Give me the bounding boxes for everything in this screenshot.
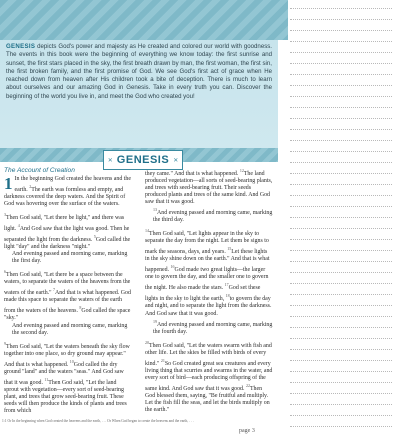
journaling-line — [290, 261, 392, 262]
section-heading: The Account of Creation — [4, 167, 75, 174]
journaling-line — [290, 129, 392, 130]
intro-body: depicts God's power and majesty as He created and colored our world with goodness. The events in this book were the beginning of everything we know today: the first sunrise and sunset, the first stars placed in the sky, the first breath drawn by man, the first woman, the first sin, the first broken family, and the first promise of God. We see God's first act of grace when He reached down from heaven after His children took a bite of deception. There is much to learn about ourselves and our amazing God in Genesis. Take in every truth you can. Discover the beginning of the world you live in, and meet the God who created you! — [6, 43, 272, 100]
journaling-line — [290, 107, 392, 108]
journaling-line — [290, 250, 392, 251]
journaling-line — [290, 173, 392, 174]
journaling-line — [290, 426, 392, 427]
journaling-line — [290, 415, 392, 416]
journaling-line — [290, 382, 392, 383]
ornament-left-icon: ✕ — [107, 157, 113, 164]
journaling-margin — [288, 0, 400, 440]
journaling-line — [290, 349, 392, 350]
journaling-line — [290, 19, 392, 20]
journaling-line — [290, 118, 392, 119]
ornament-right-icon: ✕ — [173, 157, 179, 164]
journaling-line — [290, 371, 392, 372]
journaling-line — [290, 294, 392, 295]
text-column-left — [4, 167, 132, 418]
journaling-line — [290, 360, 392, 361]
book-introduction-text — [6, 43, 272, 101]
journaling-line — [290, 41, 392, 42]
journaling-line — [290, 140, 392, 141]
journaling-line — [290, 305, 392, 306]
journaling-line — [290, 162, 392, 163]
journaling-line — [290, 283, 392, 284]
journaling-line — [290, 217, 392, 218]
journaling-line — [290, 85, 392, 86]
journaling-line — [290, 327, 392, 328]
journaling-line — [290, 74, 392, 75]
verse-paragraph: $^{14}$Then God said, "Let lights appear in the sky to separate the day from the night. Let them be signs to mark the seasons, days, and years. $^{15}$Let these lights in the sky shine down on the earth." And that is what happened. $^{16}$God made two great lights—the larger one to govern the day, and the smaller one to govern the night. He also made the stars. $^{17}$God set these lights in the sky to light the earth, $^{18}$to govern the day and night, and to separate the light from the darkness. And God saw that it was good. $^{19}$And evening passed and morning came, marking the fourth day. — [145, 228, 273, 335]
journaling-line — [290, 96, 392, 97]
journaling-line — [290, 393, 392, 394]
journaling-line — [290, 184, 392, 185]
intro-lead-word: GENESIS — [6, 43, 36, 50]
verse-paragraph: $^6$Then God said, "Let there be a space between the waters, to separate the waters of the heavens from the waters of the earth." $^7$And that is what happened. God made this space to separate the waters of the earth from the waters of the heavens. $^8$God called the space "sky." And evening passed and morning came, marking the second day. — [4, 269, 131, 336]
journaling-line — [290, 30, 392, 31]
journaling-line — [290, 239, 392, 240]
journaling-line — [290, 63, 392, 64]
book-title: GENESIS — [116, 154, 170, 166]
verse-paragraph: $^3$Then God said, "Let there be light," and there was light. $^4$And God saw that the light was good. Then he separated the light from the darkness. $^5$God called the light "day" and the darkness "night." And evening passed and morning came, marking the first day. — [4, 212, 131, 265]
journaling-line — [290, 316, 392, 317]
journaling-line — [290, 8, 392, 9]
chapter-number: 1 — [4, 174, 13, 193]
journaling-line — [290, 272, 392, 273]
journaling-line — [290, 195, 392, 196]
verse-paragraph: 1 In the beginning God created the heavens and the earth. $^2$The earth was formless and empty, and darkness covered the deep waters. And the Spirit of God was hovering over the surface of the waters. — [4, 174, 131, 208]
verse-paragraph: $^9$Then God said, "Let the waters beneath the sky flow together into one place, so dry ground may appear." And that is what happened. $^{10}$God called the dry ground "land" and the waters "seas." And God saw that it was good. $^{11}$Then God said, "Let the land sprout with vegetation—every sort of seed-bearing plant, and trees that grow seed-bearing fruit. These seeds will then produce the kinds of plants and trees from which — [4, 340, 130, 414]
page-number: page 3 — [239, 428, 255, 434]
footnotes: 1:1 Or In the beginning when God created the heavens and the earth, . . . Or When God began to create the heavens and the earth, . . . — [2, 419, 194, 423]
verse-paragraph: they came." And that is what happened. $^{12}$The land produced vegetation—all sorts of seed-bearing plants, and trees with seed-bearing fruit. Their seeds produced plants and trees of the same kind. And God saw that it was good. $^{13}$And evening passed and morning came, marking the third day. — [145, 168, 273, 224]
verse-paragraph: $^{20}$Then God said, "Let the waters swarm with fish and other life. Let the skies be filled with birds of every kind." $^{21}$So God created great sea creatures and every living thing that scurries and swarms in the water, and every sort of bird—each producing offspring of the same kind. And God saw that it was good. $^{22}$Then God blessed them, saying, "Be fruitful and multiply. Let the fish fill the seas, and let the birds multiply on the earth." — [145, 339, 273, 413]
text-column-right — [145, 167, 273, 417]
journaling-line — [290, 404, 392, 405]
journaling-line — [290, 206, 392, 207]
journaling-line — [290, 228, 392, 229]
journaling-line — [290, 151, 392, 152]
journaling-line — [290, 338, 392, 339]
journaling-line — [290, 52, 392, 53]
